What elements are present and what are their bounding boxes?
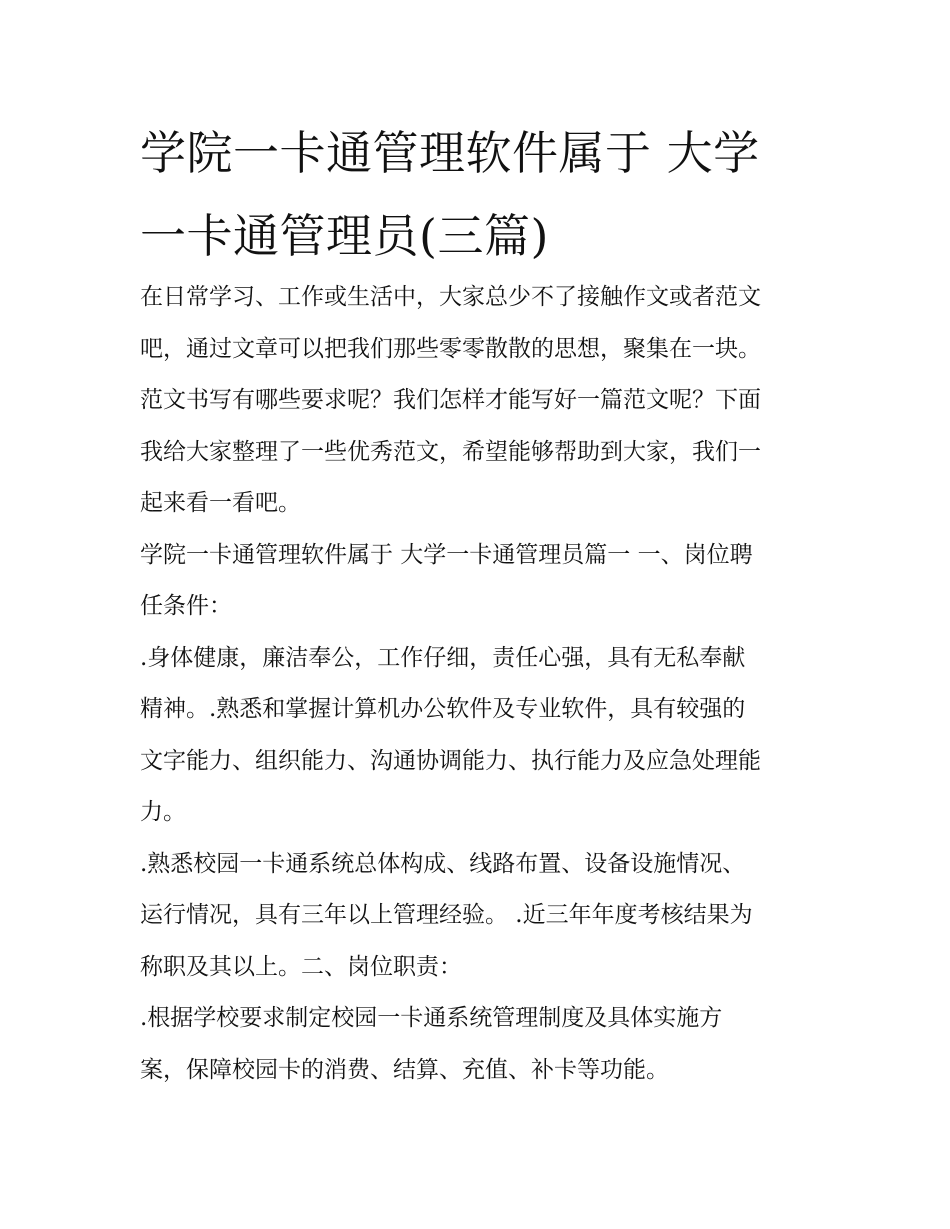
body-line: 文字能力、组织能力、沟通协调能力、执行能力及应急处理能: [140, 747, 761, 774]
body-line: .根据学校要求制定校园一卡通系统管理制度及具体实施方: [140, 1005, 723, 1031]
body-line: 学院一卡通管理软件属于 大学一卡通管理员篇一 一、岗位聘: [140, 541, 753, 568]
body-line: 起来看一看吧。: [140, 490, 301, 516]
body-line: 精神。.熟悉和掌握计算机办公软件及专业软件，具有较强的: [140, 696, 746, 722]
document-title: [140, 112, 820, 278]
body-line: 力。: [140, 799, 186, 825]
title-line-2: 一卡通管理员(三篇): [140, 209, 549, 263]
document-body: [140, 272, 830, 1096]
body-line: .身体健康，廉洁奉公，工作仔细，责任心强，具有无私奉献: [140, 644, 746, 671]
body-line: 称职及其以上。二、岗位职责：: [140, 953, 462, 980]
body-line: 任条件：: [140, 593, 232, 619]
body-line: 吧，通过文章可以把我们那些零零散散的思想，聚集在一块。: [140, 335, 761, 362]
body-line: 案，保障校园卡的消费、结算、充值、补卡等功能。: [140, 1056, 669, 1083]
body-line: 运行情况，具有三年以上管理经验。 .近三年年度考核结果为: [140, 902, 753, 928]
title-line-1: 学院一卡通管理软件属于 大学: [140, 126, 760, 180]
body-line: 我给大家整理了一些优秀范文，希望能够帮助到大家，我们一: [140, 438, 761, 465]
body-line: 范文书写有哪些要求呢？我们怎样才能写好一篇范文呢？下面: [140, 387, 761, 413]
body-line: 在日常学习、工作或生活中，大家总少不了接触作文或者范文: [140, 284, 761, 310]
body-line: .熟悉校园一卡通系统总体构成、线路布置、设备设施情况、: [140, 850, 746, 877]
